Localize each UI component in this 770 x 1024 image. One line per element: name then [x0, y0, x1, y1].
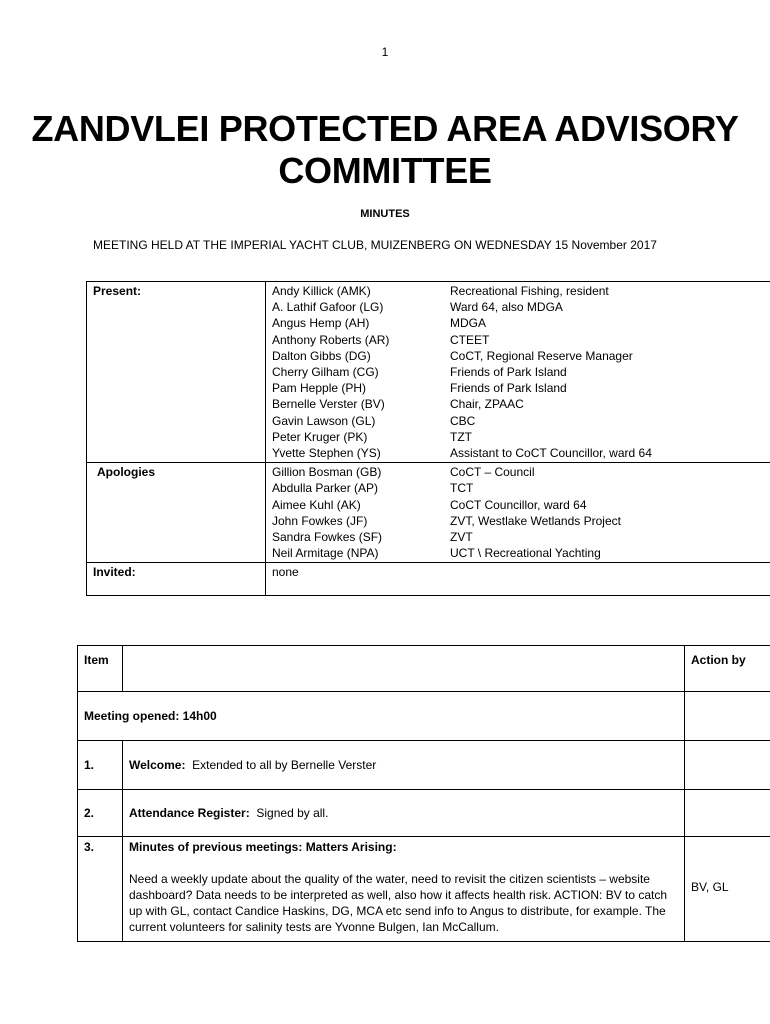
- attendee-role: Friends of Park Island: [450, 365, 567, 380]
- attendee-name: Cherry Gilham (CG): [272, 365, 379, 380]
- attendee-name: Gavin Lawson (GL): [272, 413, 376, 428]
- apology-role: UCT \ Recreational Yachting: [450, 546, 601, 561]
- item-heading: Minutes of previous meetings: Matters Arising:: [129, 840, 397, 854]
- apology-name: Aimee Kuhl (AK): [272, 497, 361, 512]
- attendee-name: A. Lathif Gafoor (LG): [272, 300, 384, 315]
- action-cell: [685, 692, 770, 741]
- meeting-opened: Meeting opened: 14h00: [78, 692, 685, 741]
- blank-header: [123, 646, 685, 692]
- apology-role: TCT: [450, 481, 474, 496]
- document-title: ZANDVLEI PROTECTED AREA ADVISORY COMMITTEE: [31, 108, 739, 191]
- item-text: Signed by all.: [256, 806, 329, 820]
- action-cell: BV, GL: [685, 837, 770, 942]
- item-heading: Attendance Register:: [129, 806, 250, 820]
- action-by-header: Action by: [685, 646, 770, 692]
- invited-label: Invited:: [87, 563, 266, 596]
- present-row: [87, 282, 770, 463]
- item-header: Item: [78, 646, 123, 692]
- item-heading: Welcome:: [129, 758, 186, 772]
- item-content: [123, 837, 685, 942]
- attendee-role: CoCT, Regional Reserve Manager: [450, 348, 633, 363]
- apology-role: ZVT, Westlake Wetlands Project: [450, 513, 621, 528]
- apology-role: CoCT – Council: [450, 465, 535, 480]
- item-content: [123, 790, 685, 837]
- agenda-row: [78, 837, 770, 942]
- apology-name: John Fowkes (JF): [272, 513, 368, 528]
- attendee-role: CBC: [450, 413, 476, 428]
- attendee-role: Chair, ZPAAC: [450, 397, 524, 412]
- page-number: 1: [381, 45, 389, 59]
- attendee-name: Angus Hemp (AH): [272, 316, 370, 331]
- agenda-row: [78, 790, 770, 837]
- meeting-opened-row: [78, 692, 770, 741]
- attendee-name: Dalton Gibbs (DG): [272, 348, 371, 363]
- apology-name: Sandra Fowkes (SF): [272, 530, 383, 545]
- action-cell: [685, 790, 770, 837]
- invited-row: [87, 563, 770, 596]
- meeting-details: MEETING HELD AT THE IMPERIAL YACHT CLUB, MUIZENBERG ON WEDNESDAY 15 November 2017: [93, 238, 657, 252]
- apologies-label: Apologies: [87, 463, 266, 563]
- attendee-role: CTEET: [450, 332, 490, 347]
- invited-value: none: [266, 563, 770, 596]
- apologies-row: [87, 463, 770, 563]
- attendee-role: Assistant to CoCT Councillor, ward 64: [450, 446, 652, 461]
- apology-role: ZVT: [450, 530, 473, 545]
- agenda-row: [78, 741, 770, 790]
- present-names: [266, 282, 445, 463]
- item-text: Extended to all by Bernelle Verster: [192, 758, 377, 772]
- item-number: 2.: [78, 790, 123, 837]
- document-subtitle: MINUTES: [360, 208, 410, 220]
- item-number: 3.: [78, 837, 123, 942]
- attendee-role: MDGA: [450, 316, 486, 331]
- attendee-role: Recreational Fishing, resident: [450, 284, 609, 298]
- attendee-name: Pam Hepple (PH): [272, 381, 367, 396]
- present-roles: [444, 282, 770, 463]
- attendee-name: Anthony Roberts (AR): [272, 332, 390, 347]
- attendee-name: Yvette Stephen (YS): [272, 446, 381, 461]
- attendee-name: Peter Kruger (PK): [272, 429, 368, 444]
- attendee-role: Ward 64, also MDGA: [450, 300, 563, 315]
- action-cell: [685, 741, 770, 790]
- attendee-role: Friends of Park Island: [450, 381, 567, 396]
- attendee-name: Andy Killick (AMK): [272, 284, 371, 298]
- item-text: Need a weekly update about the quality of the water, need to revisit the citizen scientists – website dashboard? Data needs to be interpreted as well, also how it affects health risk. ACTION: BV to catch up with GL, contact Candice Haskins, DG, MCA etc send info to Angus to distribute, for example. The current volunteers for salinity tests are Yvonne Bulgen, Ian McCallum.: [129, 872, 668, 934]
- attendee-name: Bernelle Verster (BV): [272, 397, 385, 412]
- attendance-table: [86, 281, 770, 596]
- item-content: [123, 741, 685, 790]
- item-number: 1.: [78, 741, 123, 790]
- agenda-header-row: [78, 646, 770, 692]
- agenda-table: [77, 645, 770, 942]
- present-label: Present:: [87, 282, 266, 463]
- apology-name: Neil Armitage (NPA): [272, 546, 379, 561]
- apology-name: Gillion Bosman (GB): [272, 465, 382, 480]
- apology-name: Abdulla Parker (AP): [272, 481, 379, 496]
- apology-role: CoCT Councillor, ward 64: [450, 497, 587, 512]
- apologies-roles: [444, 463, 770, 563]
- apologies-names: [266, 463, 445, 563]
- attendee-role: TZT: [450, 429, 472, 444]
